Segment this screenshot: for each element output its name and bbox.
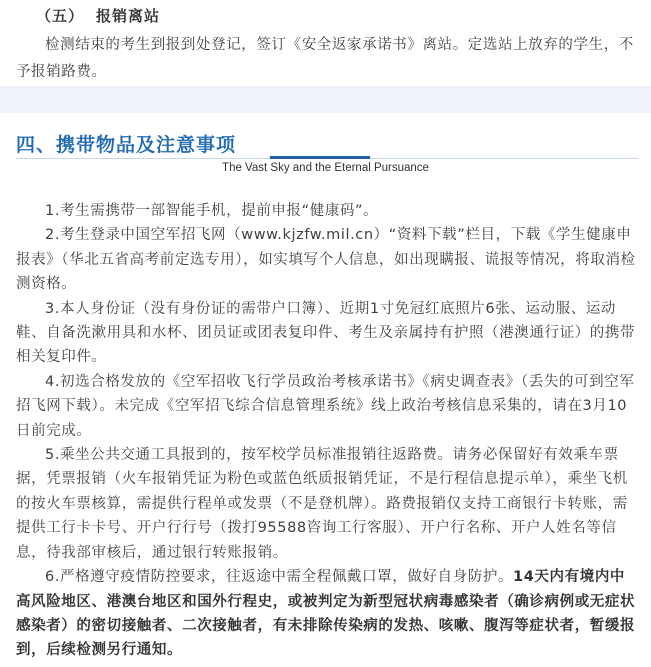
item-text: 5.乘坐公共交通工具报到的，按军校学员标准报销往返路费。请务必保留好有效乘车票据，凭票报销（火车报销凭证为粉色或蓝色纸质报销凭证，不是行程信息提示单），乘坐飞机的按火车票核算，需提供行程单或发票（不是登机牌）。路费报销仅支持工商银行卡转账，需提供工行卡卡号、开户行行号（拨打95588咨询工行客服）、开户行名称、开户人姓名等信息，待我部审核后，通过银行转账报销。	[16, 447, 628, 561]
list-item	[16, 565, 640, 663]
station-section	[0, 0, 651, 85]
station-paragraph: 检测结束的考生到报到处登记，签订《安全返家承诺书》离站。定选站上放弃的学生，不予报销路费。	[16, 37, 634, 80]
item-text: 2.考生登录中国空军招飞网（www.kjzfw.mil.cn）“资料下载”栏目，下载《学生健康申报表》（华北五省高考前定选专用），如实填写个人信息，如出现瞒报、谎报等情况，将取消检测资格。	[16, 227, 636, 293]
sub-heading	[36, 5, 160, 26]
list-item	[16, 443, 640, 565]
item-text: 1.考生需携带一部智能手机，提前申报“健康码”。	[45, 203, 379, 219]
section-title: 四、携带物品及注意事项	[16, 134, 237, 156]
section-tagline: The Vast Sky and the Eternal Pursuance	[222, 162, 429, 174]
list-item	[16, 297, 640, 370]
title-underline-accent	[270, 156, 370, 159]
sub-heading-number: （五）	[36, 7, 85, 25]
item-text: 4.初选合格发放的《空军招收飞行学员政治考核承诺书》《病史调查表》（丢失的可到空军招飞网下载）。未完成《空军招飞综合信息管理系统》线上政治考核信息采集的，请在3月10日前完成。	[16, 373, 635, 439]
list-item	[16, 223, 640, 296]
sub-heading-title: 报销离站	[96, 7, 161, 25]
items-list	[16, 199, 640, 663]
list-item	[16, 199, 640, 223]
item-text: 3.本人身份证（没有身份证的需带户口簿）、近期1寸免冠红底照片6张、运动服、运动鞋、自备洗漱用具和水杯、团员证或团表复印件、考生及亲属持有护照（港澳通行证）的携带相关复印件。	[16, 300, 636, 366]
item-text: 6.严格遵守疫情防控要求，往返途中需全程佩戴口罩，做好自身防护。	[45, 569, 514, 586]
divider-band	[0, 86, 651, 113]
list-item	[16, 370, 640, 443]
item-bold-text: 14天内有境内中高风险地区、港澳台地区和国外行程史，或被判定为新型冠状病毒感染者（确诊病例或无症状感染者）的密切接触者、二次接触者，有未排除传染病的发热、咳嗽、腹泻等症状者，暂缓报到，后续检测另行通知。	[16, 569, 636, 659]
